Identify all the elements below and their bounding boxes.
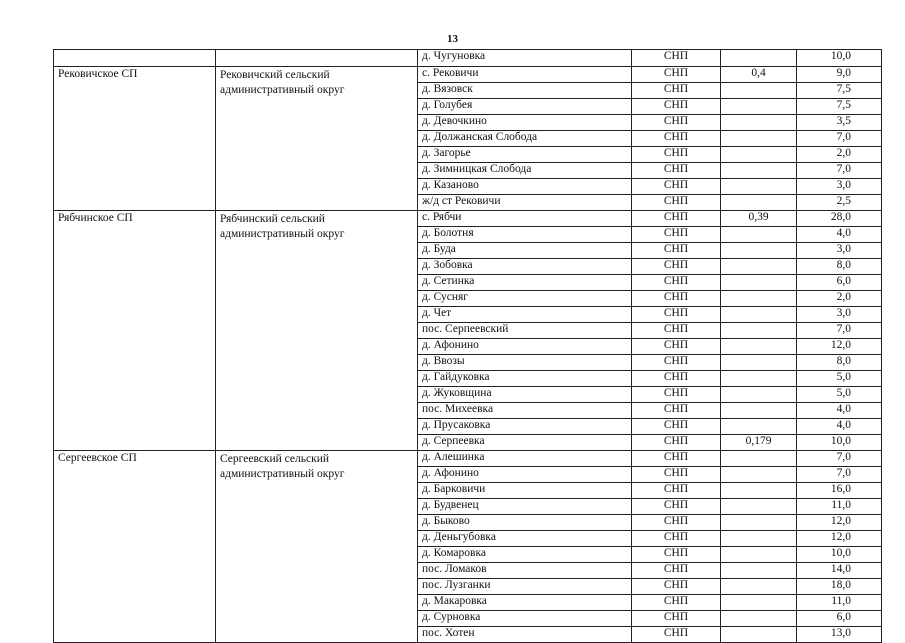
type-cell: СНП xyxy=(632,179,721,195)
area-cell xyxy=(721,579,797,595)
type-cell: СНП xyxy=(632,323,721,339)
population-cell: 3,0 xyxy=(797,243,882,259)
type-cell: СНП xyxy=(632,419,721,435)
area-cell xyxy=(721,179,797,195)
population-cell: 9,0 xyxy=(797,67,882,83)
area-cell xyxy=(721,387,797,403)
population-cell: 3,0 xyxy=(797,307,882,323)
settlement-cell: д. Макаровка xyxy=(418,595,632,611)
type-cell: СНП xyxy=(632,195,721,211)
area-cell xyxy=(721,83,797,99)
settlement-cell: д. Комаровка xyxy=(418,547,632,563)
settlement-cell: д. Голубея xyxy=(418,99,632,115)
settlement-cell: д. Казаново xyxy=(418,179,632,195)
settlement-cell: д. Болотня xyxy=(418,227,632,243)
okrug-cell xyxy=(216,50,418,67)
type-cell: СНП xyxy=(632,67,721,83)
population-cell: 11,0 xyxy=(797,595,882,611)
settlement-cell: д. Чет xyxy=(418,307,632,323)
population-cell: 7,0 xyxy=(797,163,882,179)
sp-name-cell: Сергеевское СП xyxy=(54,451,216,643)
table-row xyxy=(54,211,882,227)
population-cell: 11,0 xyxy=(797,499,882,515)
area-cell xyxy=(721,483,797,499)
area-cell xyxy=(721,515,797,531)
settlement-cell: д. Гайдуковка xyxy=(418,371,632,387)
type-cell: СНП xyxy=(632,467,721,483)
population-cell: 10,0 xyxy=(797,50,882,67)
page-number: 13 xyxy=(447,33,458,45)
type-cell: СНП xyxy=(632,387,721,403)
type-cell: СНП xyxy=(632,163,721,179)
settlement-cell: д. Девочкино xyxy=(418,115,632,131)
settlement-cell: д. Ввозы xyxy=(418,355,632,371)
settlement-cell: пос. Лузганки xyxy=(418,579,632,595)
sp-cell xyxy=(54,50,216,67)
area-cell xyxy=(721,195,797,211)
type-cell: СНП xyxy=(632,115,721,131)
population-cell: 8,0 xyxy=(797,259,882,275)
area-cell xyxy=(721,371,797,387)
population-cell: 3,0 xyxy=(797,179,882,195)
population-cell: 14,0 xyxy=(797,563,882,579)
settlement-cell: д. Деньгубовка xyxy=(418,531,632,547)
population-cell: 7,0 xyxy=(797,131,882,147)
area-cell xyxy=(721,227,797,243)
type-cell: СНП xyxy=(632,147,721,163)
area-cell xyxy=(721,99,797,115)
settlement-cell: д. Должанская Слобода xyxy=(418,131,632,147)
settlement-cell: д. Быково xyxy=(418,515,632,531)
area-cell xyxy=(721,451,797,467)
type-cell: СНП xyxy=(632,211,721,227)
area-cell: 0,179 xyxy=(721,435,797,451)
settlement-cell: с. Рябчи xyxy=(418,211,632,227)
type-cell: СНП xyxy=(632,339,721,355)
settlement-cell: д. Зимницкая Слобода xyxy=(418,163,632,179)
population-cell: 3,5 xyxy=(797,115,882,131)
area-cell xyxy=(721,595,797,611)
type-cell: СНП xyxy=(632,259,721,275)
type-cell: СНП xyxy=(632,371,721,387)
type-cell: СНП xyxy=(632,131,721,147)
population-cell: 8,0 xyxy=(797,355,882,371)
sp-name-cell: Рябчинское СП xyxy=(54,211,216,451)
settlement-cell: д. Сусняг xyxy=(418,291,632,307)
area-cell xyxy=(721,291,797,307)
sp-name-cell: Рековичское СП xyxy=(54,67,216,211)
type-cell: СНП xyxy=(632,83,721,99)
area-cell xyxy=(721,531,797,547)
settlement-cell: д. Сурновка xyxy=(418,611,632,627)
type-cell: СНП xyxy=(632,531,721,547)
type-cell: СНП xyxy=(632,403,721,419)
type-cell: СНП xyxy=(632,291,721,307)
population-cell: 12,0 xyxy=(797,339,882,355)
type-cell: СНП xyxy=(632,435,721,451)
settlement-cell: пос. Хотен xyxy=(418,627,632,643)
settlement-cell: д. Зобовка xyxy=(418,259,632,275)
area-cell xyxy=(721,275,797,291)
area-cell xyxy=(721,611,797,627)
area-cell xyxy=(721,115,797,131)
settlement-cell: с. Рековичи xyxy=(418,67,632,83)
settlement-cell: д. Алешинка xyxy=(418,451,632,467)
population-cell: 4,0 xyxy=(797,227,882,243)
population-cell: 7,0 xyxy=(797,467,882,483)
population-cell: 7,0 xyxy=(797,451,882,467)
population-cell: 13,0 xyxy=(797,627,882,643)
population-cell: 7,5 xyxy=(797,83,882,99)
type-cell: СНП xyxy=(632,355,721,371)
area-cell xyxy=(721,627,797,643)
area-cell xyxy=(721,563,797,579)
area-cell xyxy=(721,163,797,179)
population-cell: 5,0 xyxy=(797,387,882,403)
area-cell xyxy=(721,147,797,163)
population-cell: 2,0 xyxy=(797,147,882,163)
population-cell: 2,0 xyxy=(797,291,882,307)
settlement-cell: д. Жуковщина xyxy=(418,387,632,403)
settlement-cell: пос. Михеевка xyxy=(418,403,632,419)
type-cell: СНП xyxy=(632,595,721,611)
table-row xyxy=(54,67,882,83)
population-cell: 12,0 xyxy=(797,531,882,547)
settlements-table xyxy=(53,49,882,643)
type-cell: СНП xyxy=(632,483,721,499)
population-cell: 4,0 xyxy=(797,419,882,435)
type-cell: СНП xyxy=(632,99,721,115)
settlement-cell: д. Афонино xyxy=(418,339,632,355)
type-cell: СНП xyxy=(632,627,721,643)
area-cell xyxy=(721,467,797,483)
type-cell: СНП xyxy=(632,50,721,67)
table-row xyxy=(54,451,882,467)
area-cell xyxy=(721,131,797,147)
population-cell: 6,0 xyxy=(797,611,882,627)
population-cell: 28,0 xyxy=(797,211,882,227)
area-cell xyxy=(721,307,797,323)
population-cell: 7,0 xyxy=(797,323,882,339)
settlement-cell: д. Серпеевка xyxy=(418,435,632,451)
settlement-cell: пос. Серпеевский xyxy=(418,323,632,339)
population-cell: 10,0 xyxy=(797,547,882,563)
settlement-cell: д. Прусаковка xyxy=(418,419,632,435)
type-cell: СНП xyxy=(632,579,721,595)
population-cell: 12,0 xyxy=(797,515,882,531)
okrug-name-cell: Рябчинский сельский административный округ xyxy=(216,211,418,451)
population-cell: 5,0 xyxy=(797,371,882,387)
settlement-cell: д. Афонино xyxy=(418,467,632,483)
population-cell: 7,5 xyxy=(797,99,882,115)
table-row xyxy=(54,50,882,67)
settlement-cell: д. Загорье xyxy=(418,147,632,163)
type-cell: СНП xyxy=(632,243,721,259)
type-cell: СНП xyxy=(632,307,721,323)
area-cell xyxy=(721,499,797,515)
settlement-cell: ж/д ст Рековичи xyxy=(418,195,632,211)
type-cell: СНП xyxy=(632,499,721,515)
okrug-name-cell: Сергеевский сельский административный округ xyxy=(216,451,418,643)
area-cell: 0,39 xyxy=(721,211,797,227)
settlement-cell: д. Барковичи xyxy=(418,483,632,499)
settlement-cell: д. Вязовск xyxy=(418,83,632,99)
population-cell: 4,0 xyxy=(797,403,882,419)
population-cell: 10,0 xyxy=(797,435,882,451)
settlement-cell: д. Чугуновка xyxy=(418,50,632,67)
area-cell xyxy=(721,243,797,259)
type-cell: СНП xyxy=(632,227,721,243)
area-cell: 0,4 xyxy=(721,67,797,83)
type-cell: СНП xyxy=(632,515,721,531)
type-cell: СНП xyxy=(632,563,721,579)
area-cell xyxy=(721,50,797,67)
settlement-cell: д. Будвенец xyxy=(418,499,632,515)
population-cell: 18,0 xyxy=(797,579,882,595)
area-cell xyxy=(721,355,797,371)
area-cell xyxy=(721,259,797,275)
settlement-cell: д. Буда xyxy=(418,243,632,259)
area-cell xyxy=(721,419,797,435)
area-cell xyxy=(721,547,797,563)
type-cell: СНП xyxy=(632,611,721,627)
area-cell xyxy=(721,323,797,339)
population-cell: 2,5 xyxy=(797,195,882,211)
type-cell: СНП xyxy=(632,451,721,467)
population-cell: 6,0 xyxy=(797,275,882,291)
type-cell: СНП xyxy=(632,547,721,563)
settlement-cell: д. Сетинка xyxy=(418,275,632,291)
population-cell: 16,0 xyxy=(797,483,882,499)
okrug-name-cell: Рековичский сельский административный округ xyxy=(216,67,418,211)
settlement-cell: пос. Ломаков xyxy=(418,563,632,579)
area-cell xyxy=(721,339,797,355)
area-cell xyxy=(721,403,797,419)
type-cell: СНП xyxy=(632,275,721,291)
